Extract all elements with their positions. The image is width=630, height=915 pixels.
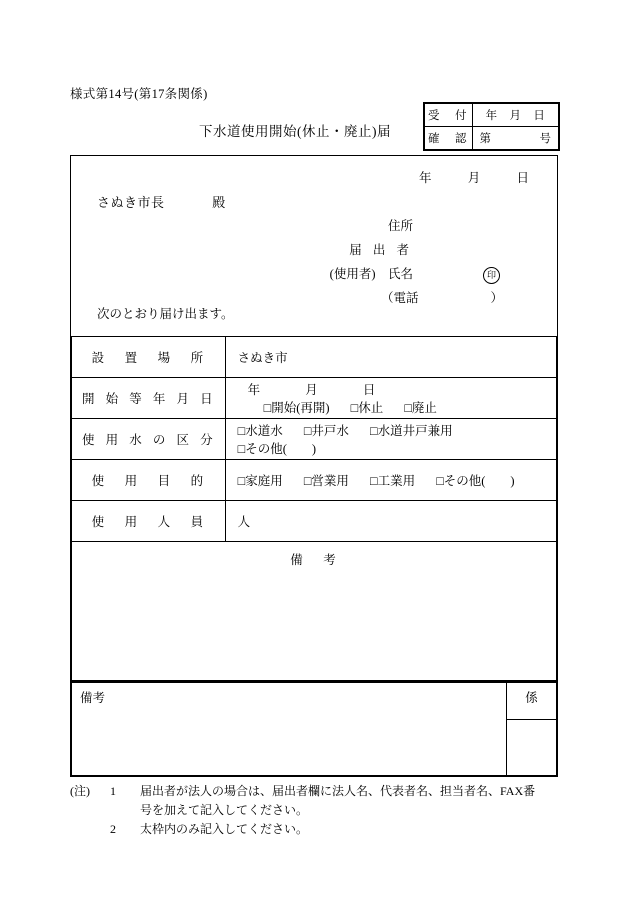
receipt-label: 受 付 — [425, 104, 473, 127]
start-date-label: 開 始 等 年 月 日 — [72, 378, 226, 419]
submission-year: 年 — [419, 171, 432, 185]
table-row-purpose — [72, 460, 557, 501]
location-label: 設 置 場 所 — [72, 337, 226, 378]
submission-date[interactable] — [419, 168, 529, 186]
addressee-honorific: 殿 — [212, 195, 226, 210]
checkbox-tap-water[interactable]: □水道水 — [237, 424, 283, 438]
checkbox-industrial[interactable]: □工業用 — [370, 474, 416, 488]
receipt-day: 日 — [533, 110, 545, 122]
checkbox-suspend[interactable]: □休止 — [350, 401, 384, 415]
fields-table — [71, 336, 557, 681]
note-item-2 — [70, 820, 570, 839]
note-number-2: 2 — [110, 822, 116, 836]
receipt-date-cell[interactable] — [472, 104, 559, 127]
table-row-start-date — [72, 378, 557, 419]
form-number: 様式第14号(第17条関係) — [70, 87, 208, 101]
purpose-label: 使 用 目 的 — [72, 460, 226, 501]
confirm-number-cell[interactable] — [472, 127, 559, 150]
addressee-line — [97, 192, 226, 211]
declarant-fields — [321, 214, 503, 310]
receipt-month: 月 — [509, 110, 521, 122]
purpose-value[interactable] — [225, 460, 556, 501]
confirm-label: 確 認 — [425, 127, 473, 150]
declarant-section — [71, 156, 557, 336]
table-row-remarks-inner — [72, 542, 557, 681]
seal-icon: 印 — [483, 267, 500, 284]
receipt-row-uketsuke — [425, 104, 559, 127]
kakari-value[interactable] — [507, 720, 557, 776]
checkbox-business[interactable]: □営業用 — [303, 474, 349, 488]
note-continuation-1: 号を加えて記入してください。 — [140, 803, 309, 817]
remarks-inner-cell[interactable] — [72, 542, 557, 681]
checkbox-abolish[interactable]: □廃止 — [404, 401, 437, 415]
declarant-label: 届 出 者 — [349, 243, 413, 257]
checkbox-other-water[interactable]: □その他( ) — [237, 442, 317, 456]
note-text-1: 届出者が法人の場合は、届出者欄に法人名、代表者名、担当者名、FAX番 — [140, 784, 536, 798]
telephone-row — [321, 286, 503, 310]
user-name-label: (使用者) 氏名 — [329, 267, 413, 281]
bottom-remarks-cell[interactable] — [72, 683, 507, 776]
submission-month: 月 — [467, 171, 481, 185]
table-row-users-count — [72, 501, 557, 542]
page-title: 下水道使用開始(休止・廃止)届 — [199, 124, 391, 139]
main-frame — [70, 155, 558, 682]
addressee-name: さぬき市長 — [97, 195, 165, 210]
telephone-close: ） — [490, 291, 504, 305]
water-type-value[interactable] — [225, 419, 556, 460]
checkbox-well-water[interactable]: □井戸水 — [303, 424, 349, 438]
submission-day: 日 — [516, 171, 529, 185]
notes-tag: (注) — [70, 784, 90, 798]
bottom-remarks-label: 備考 — [80, 691, 106, 705]
start-year: 年 — [247, 383, 261, 397]
start-day: 日 — [362, 383, 376, 397]
checkbox-household[interactable]: □家庭用 — [237, 474, 283, 488]
checkbox-start-resume[interactable]: □開始(再開) — [263, 401, 330, 415]
users-count-label: 使 用 人 員 — [72, 501, 226, 542]
kakari-label: 係 — [507, 683, 557, 720]
confirm-prefix: 第 — [479, 133, 491, 145]
remarks-inner-label: 備 考 — [290, 553, 340, 567]
notes-section — [70, 782, 570, 839]
table-row-location — [72, 337, 557, 378]
declarant-address-row — [321, 214, 503, 238]
telephone-label: （電話 — [381, 291, 419, 305]
note-text-2: 太枠内のみ記入してください。 — [140, 822, 309, 836]
receipt-row-kakunin — [425, 127, 559, 150]
statement-line: 次のとおり届け出ます。 — [97, 307, 234, 321]
checkbox-other-purpose[interactable]: □その他( ) — [436, 474, 515, 488]
receipt-year: 年 — [485, 110, 498, 122]
note-number-1: 1 — [110, 784, 116, 798]
location-value[interactable]: さぬき市 — [225, 337, 556, 378]
office-use-row-top — [72, 683, 557, 720]
user-name-row — [321, 262, 503, 286]
water-type-label: 使 用 水 の 区 分 — [72, 419, 226, 460]
start-date-value[interactable] — [225, 378, 556, 419]
checkbox-both-water[interactable]: □水道井戸兼用 — [370, 424, 453, 438]
confirm-suffix: 号 — [539, 133, 551, 145]
start-month: 月 — [305, 383, 318, 397]
declarant-name-row — [321, 238, 503, 262]
users-count-value[interactable]: 人 — [225, 501, 556, 542]
office-use-box — [70, 681, 558, 777]
declarant-address-label: 住所 — [387, 219, 413, 233]
receipt-box — [423, 102, 560, 151]
note-item-1 — [70, 782, 570, 801]
table-row-water-type — [72, 419, 557, 460]
